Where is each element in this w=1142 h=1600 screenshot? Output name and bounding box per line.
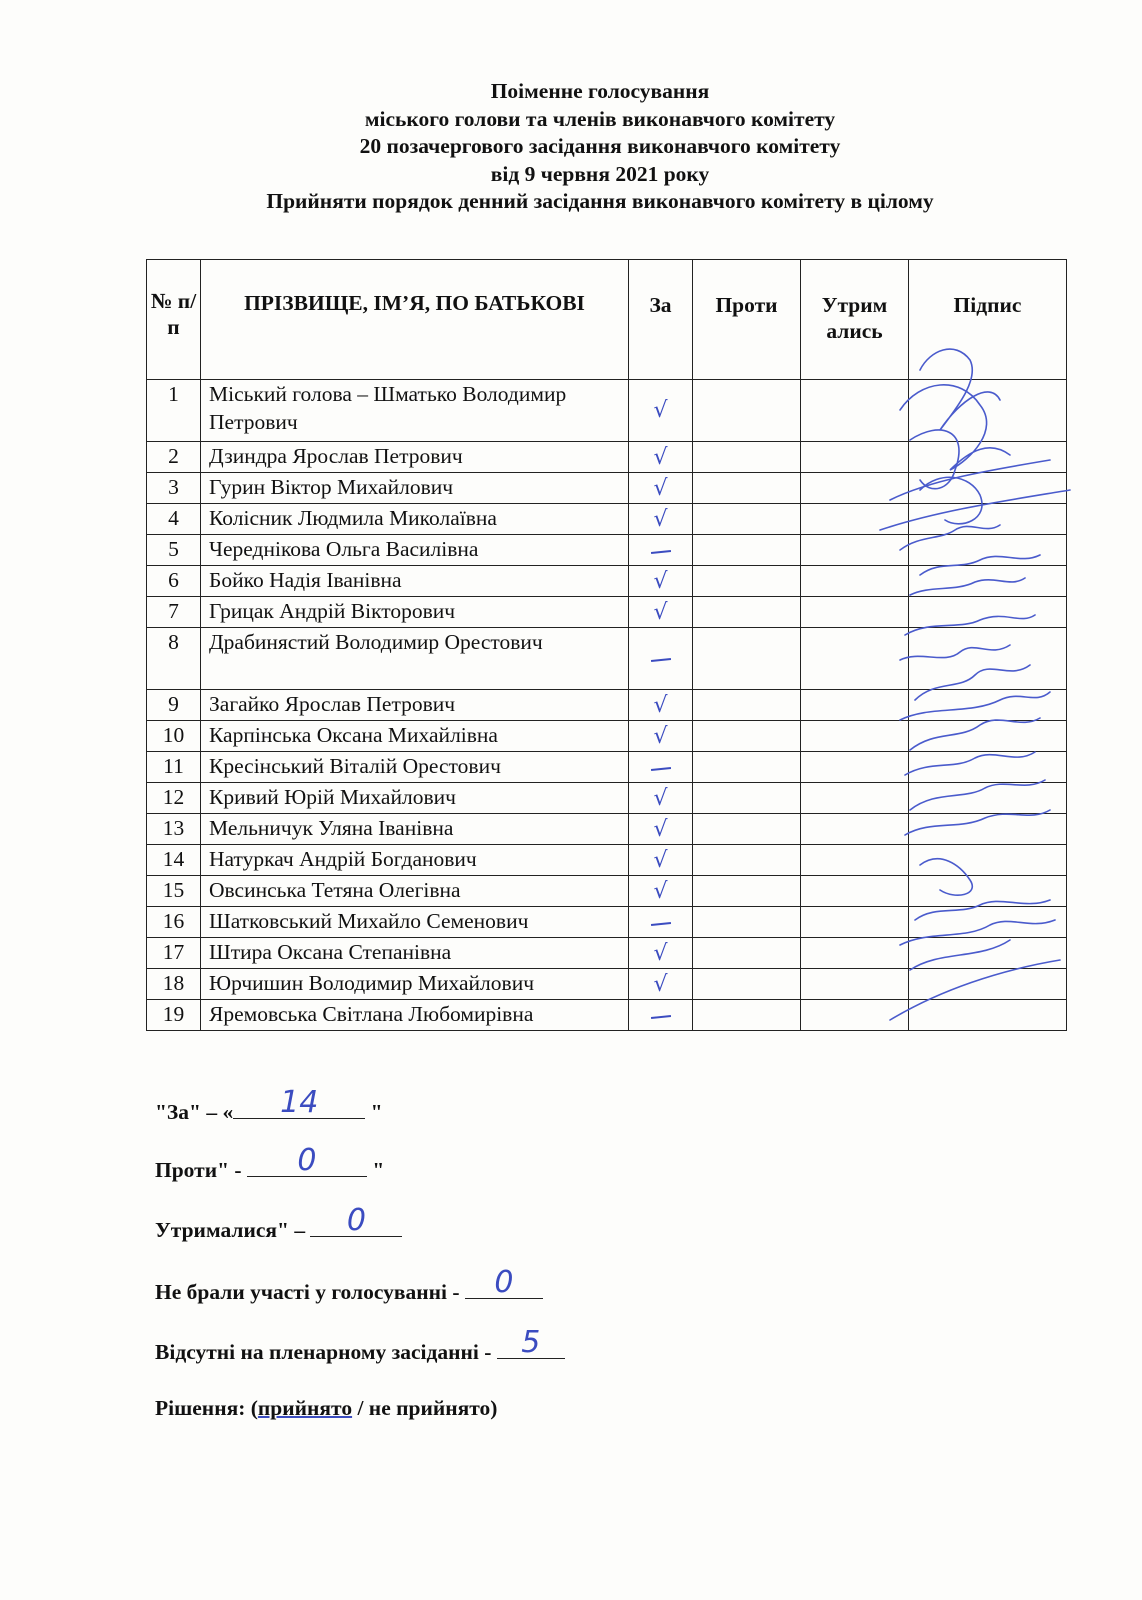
member-name: Яремовська Світлана Любомирівна [201, 1000, 629, 1031]
dash-mark-icon [650, 922, 670, 926]
header-subject: міського голови та членів виконавчого комітету [364, 106, 836, 131]
summary-absent: Відсутні на пленарному засіданні - 5 [155, 1336, 565, 1365]
member-name: Драбинястий Володимир Орестович [201, 628, 629, 690]
vote-against-cell [693, 473, 801, 504]
row-number: 12 [147, 783, 201, 814]
vote-abstained-cell [801, 721, 909, 752]
row-number: 15 [147, 876, 201, 907]
vote-for-cell [629, 721, 693, 752]
table-row [147, 380, 1067, 442]
table-row [147, 907, 1067, 938]
vote-abstained-cell [801, 876, 909, 907]
signature-cell [909, 938, 1067, 969]
vote-against-cell [693, 969, 801, 1000]
vote-abstained-cell [801, 814, 909, 845]
vote-abstained-cell [801, 628, 909, 690]
vote-for-cell [629, 876, 693, 907]
vote-against-cell [693, 752, 801, 783]
table-row [147, 566, 1067, 597]
vote-for-cell [629, 566, 693, 597]
row-number: 5 [147, 535, 201, 566]
vote-for-cell [629, 504, 693, 535]
vote-abstained-cell [801, 938, 909, 969]
signature-cell [909, 473, 1067, 504]
vote-abstained-cell [801, 690, 909, 721]
vote-abstained-cell [801, 380, 909, 442]
checkmark-icon: √ [653, 475, 668, 501]
column-header-signature: Підпис [909, 260, 1067, 380]
summary-abstained: Утрималися" – 0 [155, 1214, 402, 1243]
vote-for-cell [629, 380, 693, 442]
decision-accepted: прийнято [257, 1396, 353, 1420]
vote-against-cell [693, 1000, 801, 1031]
signature-cell [909, 380, 1067, 442]
member-name: Кривий Юрій Михайлович [201, 783, 629, 814]
member-name: Овсинська Тетяна Олегівна [201, 876, 629, 907]
table-row [147, 845, 1067, 876]
signature-cell [909, 907, 1067, 938]
table-row [147, 783, 1067, 814]
signature-cell [909, 1000, 1067, 1031]
checkmark-icon: √ [653, 599, 668, 625]
table-row [147, 597, 1067, 628]
vote-for-cell [629, 814, 693, 845]
dash-mark-icon [650, 767, 670, 771]
checkmark-icon: √ [653, 878, 668, 904]
vote-against-cell [693, 597, 801, 628]
row-number: 7 [147, 597, 201, 628]
row-number: 18 [147, 969, 201, 1000]
checkmark-icon: √ [653, 847, 668, 873]
table-row [147, 504, 1067, 535]
dash-mark-icon [650, 550, 670, 554]
member-name: Мельничук Уляна Іванівна [201, 814, 629, 845]
signature-cell [909, 845, 1067, 876]
checkmark-icon: √ [653, 444, 668, 470]
table-row [147, 876, 1067, 907]
vote-abstained-cell [801, 969, 909, 1000]
signature-cell [909, 628, 1067, 690]
row-number: 13 [147, 814, 201, 845]
vote-abstained-cell [801, 566, 909, 597]
voting-table [146, 259, 1067, 1031]
checkmark-icon: √ [653, 723, 668, 749]
checkmark-icon: √ [653, 506, 668, 532]
signature-cell [909, 690, 1067, 721]
signature-cell [909, 814, 1067, 845]
signature-cell [909, 504, 1067, 535]
column-header-abstained: Утрим ались [801, 260, 909, 380]
row-number: 19 [147, 1000, 201, 1031]
table-row [147, 473, 1067, 504]
dash-mark-icon [650, 658, 670, 662]
member-name: Дзиндра Ярослав Петрович [201, 442, 629, 473]
signature-cell [909, 597, 1067, 628]
checkmark-icon: √ [653, 568, 668, 594]
table-row [147, 969, 1067, 1000]
column-header-for: За [629, 260, 693, 380]
vote-abstained-cell [801, 504, 909, 535]
row-number: 9 [147, 690, 201, 721]
vote-against-cell [693, 907, 801, 938]
table-row [147, 628, 1067, 690]
row-number: 10 [147, 721, 201, 752]
vote-against-cell [693, 504, 801, 535]
vote-for-cell [629, 442, 693, 473]
signature-cell [909, 783, 1067, 814]
member-name: Бойко Надія Іванівна [201, 566, 629, 597]
member-name: Шатковський Михайло Семенович [201, 907, 629, 938]
vote-for-cell [629, 690, 693, 721]
column-header-name: ПРІЗВИЩЕ, ІМ’Я, ПО БАТЬКОВІ [201, 260, 629, 380]
vote-for-cell [629, 1000, 693, 1031]
vote-against-cell [693, 876, 801, 907]
vote-against-cell [693, 442, 801, 473]
summary-not-voted: Не брали участі у голосуванні - 0 [155, 1276, 543, 1305]
table-row [147, 721, 1067, 752]
vote-against-cell [693, 690, 801, 721]
vote-abstained-cell [801, 1000, 909, 1031]
vote-against-cell [693, 783, 801, 814]
summary-against: Проти" - 0 " [155, 1143, 385, 1182]
table-row [147, 690, 1067, 721]
checkmark-icon: √ [653, 785, 668, 811]
header-session: 20 позачергового засідання виконавчого комітету [359, 134, 841, 158]
column-header-against: Проти [693, 260, 801, 380]
row-number: 17 [147, 938, 201, 969]
signature-cell [909, 442, 1067, 473]
checkmark-icon: √ [653, 398, 668, 423]
vote-for-cell [629, 845, 693, 876]
vote-abstained-cell [801, 783, 909, 814]
vote-against-cell [693, 535, 801, 566]
row-number: 16 [147, 907, 201, 938]
header-title: Поіменне голосування [490, 79, 710, 103]
dash-mark-icon [650, 1015, 670, 1019]
summary-for: "За" – « 14 " [155, 1085, 383, 1124]
checkmark-icon: √ [653, 940, 668, 966]
vote-for-cell [629, 752, 693, 783]
summary-decision: Рішення: (прийнято / не прийнято) [155, 1396, 498, 1420]
checkmark-icon: √ [653, 692, 668, 718]
row-number: 1 [147, 380, 201, 442]
table-row [147, 814, 1067, 845]
signature-cell [909, 721, 1067, 752]
summary-for-value: 14 [280, 1085, 319, 1120]
vote-for-cell [629, 473, 693, 504]
checkmark-icon: √ [653, 816, 668, 842]
row-number: 4 [147, 504, 201, 535]
vote-against-cell [693, 814, 801, 845]
signature-cell [909, 752, 1067, 783]
vote-for-cell [629, 535, 693, 566]
table-row [147, 442, 1067, 473]
member-name: Загайко Ярослав Петрович [201, 690, 629, 721]
table-header-row [147, 260, 1067, 380]
member-name: Череднікова Ольга Василівна [201, 535, 629, 566]
vote-against-cell [693, 380, 801, 442]
table-row [147, 752, 1067, 783]
signature-cell [909, 566, 1067, 597]
vote-against-cell [693, 721, 801, 752]
signature-cell [909, 876, 1067, 907]
row-number: 11 [147, 752, 201, 783]
document-header [140, 78, 1060, 216]
header-agenda: Прийняти порядок денний засідання виконавчого комітету в цілому [266, 189, 934, 213]
member-name: Юрчишин Володимир Михайлович [201, 969, 629, 1000]
member-name: Гурин Віктор Михайлович [201, 473, 629, 504]
row-number: 8 [147, 628, 201, 690]
checkmark-icon: √ [653, 971, 668, 997]
row-number: 2 [147, 442, 201, 473]
vote-abstained-cell [801, 597, 909, 628]
table-row [147, 1000, 1067, 1031]
vote-abstained-cell [801, 907, 909, 938]
summary-abstained-value: 0 [346, 1203, 366, 1238]
header-date: від 9 червня 2021 року [490, 161, 710, 186]
row-number: 6 [147, 566, 201, 597]
row-number: 14 [147, 845, 201, 876]
row-number: 3 [147, 473, 201, 504]
member-name: Міський голова – Шматько Володимир Петрович [201, 380, 629, 442]
vote-for-cell [629, 969, 693, 1000]
signature-cell [909, 535, 1067, 566]
vote-against-cell [693, 566, 801, 597]
member-name: Кресінський Віталій Орестович [201, 752, 629, 783]
vote-abstained-cell [801, 535, 909, 566]
vote-for-cell [629, 907, 693, 938]
member-name: Грицак Андрій Вікторович [201, 597, 629, 628]
summary-against-value: 0 [297, 1143, 317, 1178]
summary-absent-value: 5 [521, 1325, 541, 1360]
vote-for-cell [629, 628, 693, 690]
summary-not-voted-value: 0 [494, 1265, 514, 1300]
vote-against-cell [693, 628, 801, 690]
vote-abstained-cell [801, 845, 909, 876]
member-name: Штира Оксана Степанівна [201, 938, 629, 969]
vote-abstained-cell [801, 473, 909, 504]
vote-for-cell [629, 938, 693, 969]
table-row [147, 938, 1067, 969]
vote-abstained-cell [801, 442, 909, 473]
member-name: Колісник Людмила Миколаївна [201, 504, 629, 535]
vote-for-cell [629, 783, 693, 814]
member-name: Карпінська Оксана Михайлівна [201, 721, 629, 752]
vote-for-cell [629, 597, 693, 628]
signature-cell [909, 969, 1067, 1000]
vote-against-cell [693, 938, 801, 969]
vote-against-cell [693, 845, 801, 876]
member-name: Натуркач Андрій Богданович [201, 845, 629, 876]
column-header-number: № п/п [147, 260, 201, 380]
vote-abstained-cell [801, 752, 909, 783]
table-row [147, 535, 1067, 566]
